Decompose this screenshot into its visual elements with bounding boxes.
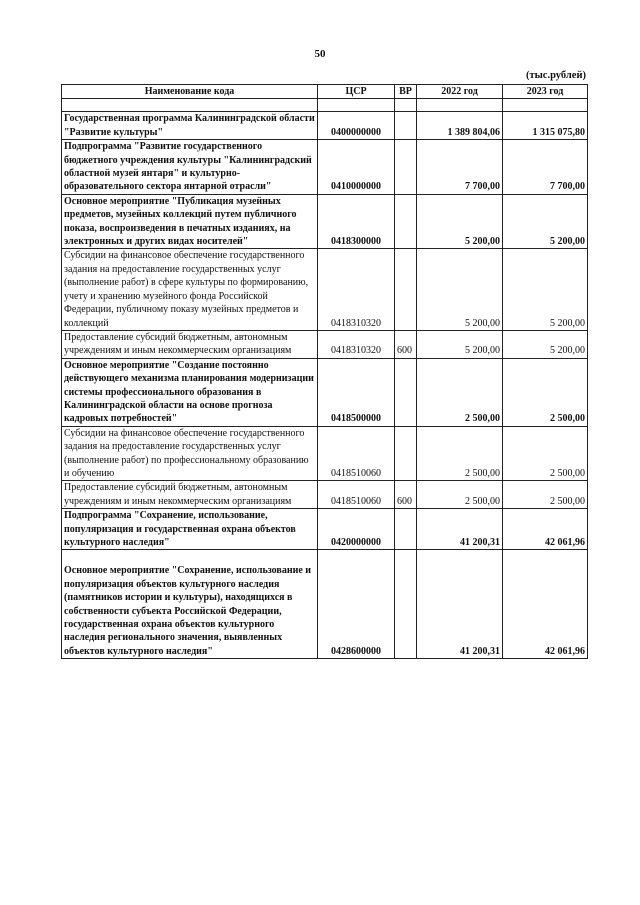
row-2022: 1 389 804,06 — [417, 112, 503, 140]
row-2023: 2 500,00 — [503, 358, 588, 426]
table-body — [62, 99, 588, 659]
row-2023: 7 700,00 — [503, 140, 588, 195]
row-name: Предоставление субсидий бюджетным, автономным учреждениям и иным некоммерческим организациям — [62, 330, 318, 358]
row-2022: 41 200,31 — [417, 550, 503, 659]
row-csr: 0418310320 — [318, 330, 395, 358]
table-row — [62, 249, 588, 330]
row-vr: 600 — [395, 481, 417, 509]
row-vr — [395, 112, 417, 140]
row-vr — [395, 426, 417, 481]
row-csr: 0418310320 — [318, 249, 395, 330]
row-2022: 5 200,00 — [417, 194, 503, 249]
row-2023: 5 200,00 — [503, 330, 588, 358]
spacer-cell — [62, 99, 318, 112]
spacer-cell — [395, 99, 417, 112]
table-row — [62, 426, 588, 481]
row-name: Государственная программа Калининградской области "Развитие культуры" — [62, 112, 318, 140]
row-vr — [395, 358, 417, 426]
row-name: Основное мероприятие "Создание постоянно действующего механизма планирования модернизации системы профессионального образования в Калининградской области на основе прогноза кадровых потребностей" — [62, 358, 318, 426]
row-2023: 2 500,00 — [503, 481, 588, 509]
row-name: Подпрограмма "Сохранение, использование, популяризация и государственная охрана объектов культурного наследия" — [62, 509, 318, 550]
row-2022: 5 200,00 — [417, 330, 503, 358]
table-header-row — [62, 85, 588, 99]
header-csr: ЦСР — [318, 85, 395, 99]
header-2022: 2022 год — [417, 85, 503, 99]
row-name: Основное мероприятие "Публикация музейных предметов, музейных коллекций путем публичного показа, воспроизведения в печатных изданиях, на электронных и других видах носителей" — [62, 194, 318, 249]
row-2022: 5 200,00 — [417, 249, 503, 330]
spacer-cell — [318, 99, 395, 112]
row-name: Основное мероприятие "Сохранение, использование и популяризация объектов культурного наследия (памятников истории и культуры), находящихся в собственности субъекта Российской Федерации, государственная охрана объектов культурного наследия регионального значения, выявленных объектов культурного наследия" — [62, 550, 318, 659]
row-csr: 0420000000 — [318, 509, 395, 550]
table-row — [62, 330, 588, 358]
row-2023: 2 500,00 — [503, 426, 588, 481]
header-vr: ВР — [395, 85, 417, 99]
row-2022: 2 500,00 — [417, 426, 503, 481]
page-number: 50 — [314, 48, 326, 60]
row-name: Подпрограмма "Развитие государственного бюджетного учреждения культуры "Калининградский областной музей янтаря" и культурно-образовательного сектора янтарной отрасли" — [62, 140, 318, 195]
row-vr — [395, 550, 417, 659]
table-row — [62, 481, 588, 509]
table-row — [62, 194, 588, 249]
row-vr — [395, 249, 417, 330]
row-csr: 0418500000 — [318, 358, 395, 426]
row-name: Предоставление субсидий бюджетным, автономным учреждениям и иным некоммерческим организациям — [62, 481, 318, 509]
row-vr — [395, 509, 417, 550]
row-2023: 5 200,00 — [503, 249, 588, 330]
row-2023: 42 061,96 — [503, 509, 588, 550]
row-name: Субсидии на финансовое обеспечение государственного задания на предоставление государственных услуг (выполнение работ) в сфере культуры по формированию, учету и хранению музейного фонда Российской Федерации, публичному показу музейных предметов и коллекций — [62, 249, 318, 330]
row-vr — [395, 194, 417, 249]
row-name: Субсидии на финансовое обеспечение государственного задания на предоставление государственных услуг (выполнение работ) по профессиональному образованию и обучению — [62, 426, 318, 481]
spacer-row — [62, 99, 588, 112]
row-2023: 5 200,00 — [503, 194, 588, 249]
table-row — [62, 358, 588, 426]
row-2023: 42 061,96 — [503, 550, 588, 659]
table-row — [62, 550, 588, 659]
row-2022: 2 500,00 — [417, 481, 503, 509]
row-vr: 600 — [395, 330, 417, 358]
row-csr: 0428600000 — [318, 550, 395, 659]
row-2022: 7 700,00 — [417, 140, 503, 195]
row-csr: 0400000000 — [318, 112, 395, 140]
row-csr: 0418510060 — [318, 481, 395, 509]
table-row — [62, 112, 588, 140]
units-label: (тыс.рублей) — [525, 70, 586, 81]
row-2022: 41 200,31 — [417, 509, 503, 550]
budget-table — [61, 84, 588, 659]
table-row — [62, 140, 588, 195]
header-name: Наименование кода — [62, 85, 318, 99]
row-2022: 2 500,00 — [417, 358, 503, 426]
row-vr — [395, 140, 417, 195]
row-csr: 0418300000 — [318, 194, 395, 249]
header-2023: 2023 год — [503, 85, 588, 99]
row-csr: 0410000000 — [318, 140, 395, 195]
spacer-cell — [417, 99, 503, 112]
table-row — [62, 509, 588, 550]
row-csr: 0418510060 — [318, 426, 395, 481]
row-2023: 1 315 075,80 — [503, 112, 588, 140]
spacer-cell — [503, 99, 588, 112]
